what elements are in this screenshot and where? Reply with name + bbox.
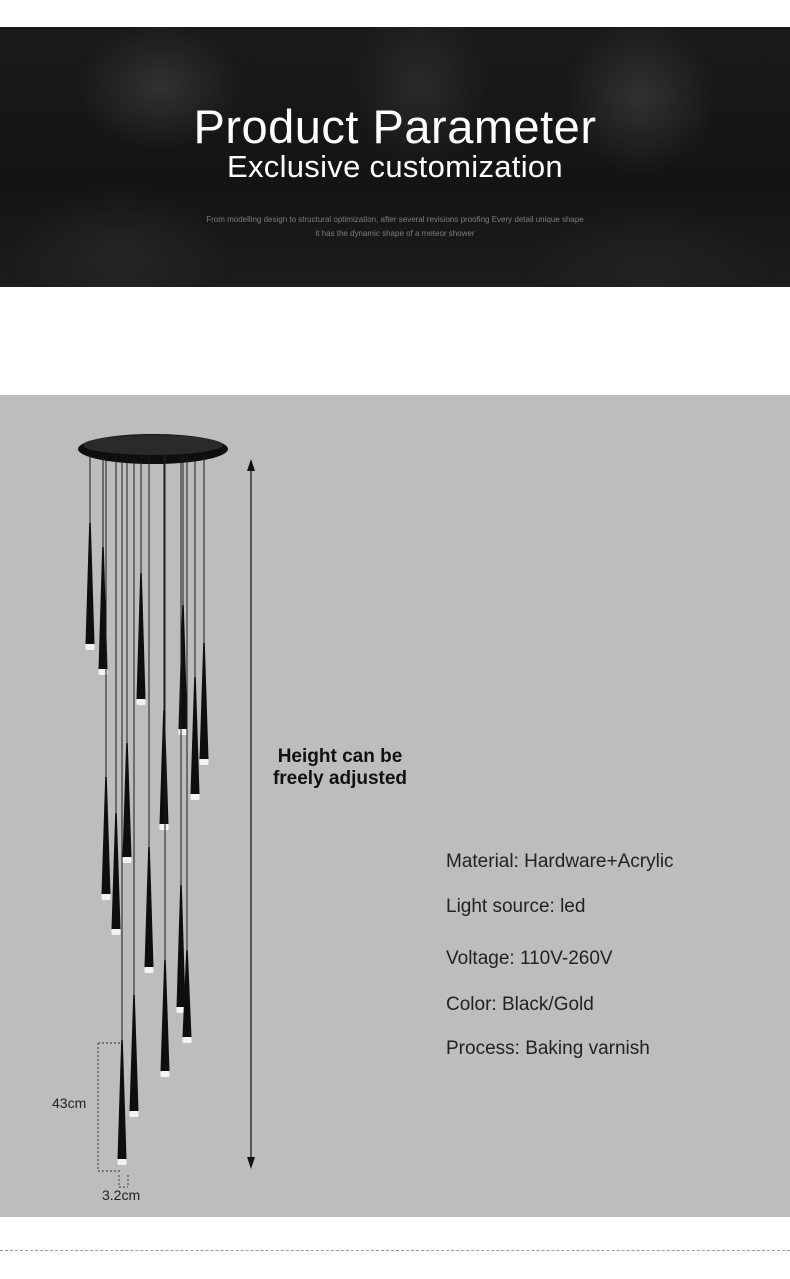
pendant-led-icon	[183, 1037, 192, 1043]
spec-process: Process: Baking varnish	[446, 1038, 650, 1059]
pendant-cone-icon	[200, 643, 209, 759]
pendant-cone-icon	[130, 995, 139, 1111]
spec-color: Color: Black/Gold	[446, 994, 594, 1015]
pendant-led-icon	[160, 824, 169, 830]
banner-title: Product Parameter	[193, 100, 597, 153]
pendant-cone-icon	[118, 1040, 127, 1159]
height-label-line-2: freely adjusted	[272, 768, 408, 789]
pendant-led-icon	[200, 759, 209, 765]
pendant-led-icon	[137, 699, 146, 705]
pendant-length-label: 43cm	[52, 1095, 87, 1111]
pendant-led-icon	[191, 794, 200, 800]
pendant-cone-icon	[137, 573, 146, 699]
diameter-dimension-bracket	[119, 1175, 128, 1187]
pendant-cone-icon	[179, 605, 188, 729]
length-dimension-bracket	[98, 1043, 120, 1171]
pendant-led-icon	[86, 644, 95, 650]
pendant-cone-icon	[161, 960, 170, 1071]
pendant-cone-icon	[160, 710, 169, 824]
pendant-led-icon	[179, 729, 188, 735]
height-adjustable-label	[250, 746, 430, 790]
pendant-lights	[86, 455, 209, 1165]
chandelier-illustration	[0, 395, 790, 1217]
spec-voltage: Voltage: 110V-260V	[446, 948, 613, 969]
banner-description	[160, 213, 630, 241]
pendant-cone-icon	[86, 523, 95, 644]
pendant-cone-icon	[123, 743, 132, 857]
banner	[0, 27, 790, 287]
pendant-led-icon	[161, 1071, 170, 1077]
pendant-led-icon	[145, 967, 154, 973]
pendant-led-icon	[102, 894, 111, 900]
spec-material: Material: Hardware+Acrylic	[446, 851, 674, 872]
pendant-cone-icon	[102, 777, 111, 894]
spec-light-source: Light source: led	[446, 896, 586, 917]
pendant-led-icon	[130, 1111, 139, 1117]
pendant-cone-icon	[112, 813, 121, 929]
banner-description-line-1: From modelling design to structural optimization, after several revisions proofing Every detail unique shape	[206, 215, 584, 224]
pendant-led-icon	[123, 857, 132, 863]
banner-description-line-2: it has the dynamic shape of a meteor shower	[315, 229, 475, 238]
height-label-line-1: Height can be	[277, 746, 403, 767]
bottom-divider	[0, 1250, 790, 1251]
banner-subtitle: Exclusive customization	[227, 149, 563, 184]
pendant-cone-icon	[145, 847, 154, 967]
pendant-led-icon	[112, 929, 121, 935]
pendant-cone-icon	[191, 677, 200, 794]
pendant-cone-icon	[177, 885, 186, 1007]
pendant-led-icon	[118, 1159, 127, 1165]
pendant-diameter-label: 3.2cm	[102, 1187, 141, 1203]
height-arrow-icon	[247, 459, 255, 1169]
product-panel	[0, 395, 790, 1217]
